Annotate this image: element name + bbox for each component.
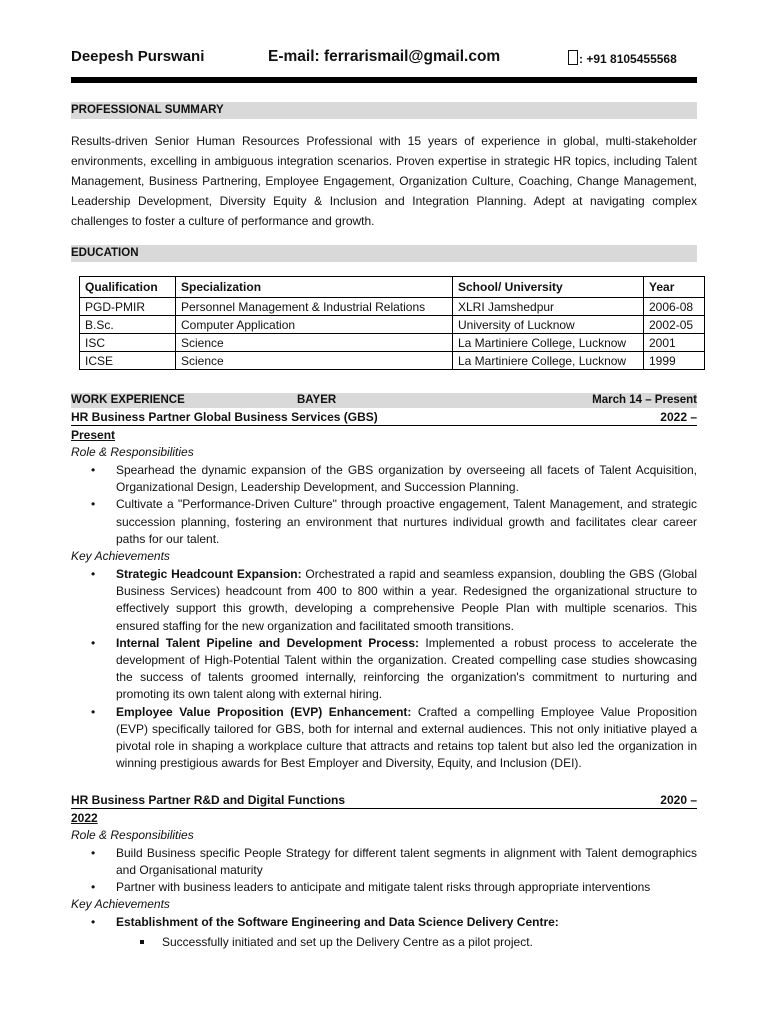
table-cell: XLRI Jamshedpur (453, 298, 644, 316)
header (71, 48, 697, 70)
list-item: • Build Business specific People Strategy for different talent segments in alignment with Talent demographics and Organisational maturity (91, 846, 697, 878)
roles-list (71, 845, 697, 897)
table-cell: Computer Application (176, 316, 453, 334)
achievements-label: Key Achievements (71, 897, 170, 911)
job-year: 2022 – (660, 410, 697, 424)
list-item: • Establishment of the Software Engineering and Data Science Delivery Centre: (91, 915, 559, 929)
table-header: Year (644, 277, 705, 298)
education-table (79, 276, 705, 370)
achievements-label: Key Achievements (71, 549, 170, 563)
job-year-end: Present (71, 428, 116, 442)
table-cell: 2002-05 (644, 316, 705, 334)
list-item: • Spearhead the dynamic expansion of the GBS organization by overseeing all facets of Talent Acquisition, Organizational Design, Leadership Development, and Succession Planning. (91, 463, 697, 495)
roles-list (71, 462, 697, 548)
table-header: Qualification (80, 277, 176, 298)
list-item: • Internal Talent Pipeline and Development Process: Implemented a robust process to accelerate the development of High-Potential Talent within the organization. Created compelling case studies showcasing the success of talents groomed internally, reinforcing the organization's commitment to nurturing and promoting its own talent along with external hiring. (91, 635, 697, 702)
table-cell: Personnel Management & Industrial Relations (176, 298, 453, 316)
roles-label: Role & Responsibilities (71, 828, 194, 842)
table-row (80, 334, 705, 352)
table-header-row (80, 277, 705, 298)
roles-label: Role & Responsibilities (71, 445, 194, 459)
achievements-list (71, 566, 697, 772)
table-cell: University of Lucknow (453, 316, 644, 334)
table-row (80, 298, 705, 316)
section-work-experience (71, 393, 697, 408)
achievements-list (71, 914, 697, 931)
email: E-mail: ferrarismail@gmail.com (268, 48, 501, 65)
table-cell: 2006-08 (644, 298, 705, 316)
table-header: School/ University (453, 277, 644, 298)
summary-text: Results-driven Senior Human Resources Professional with 15 years of experience in global, multi-stakeholder environments, excelling in ambiguous integration scenarios. Proven expertise in strategic HR topics, including Talent Management, Business Partnering, Employee Engagement, Organization Culture, Coaching, Change Management, Leadership Development, Diversity Equity & Inclusion and Integration Planning. Adept at navigating complex challenges to foster a culture of performance and growth. (71, 134, 697, 228)
square-bullet-icon (140, 940, 144, 944)
job-title: HR Business Partner Global Business Services (GBS) (71, 410, 378, 424)
table-cell: ISC (80, 334, 176, 352)
section-education: EDUCATION (71, 245, 697, 262)
job-year-end: 2022 (71, 811, 98, 825)
work-experience-title: WORK EXPERIENCE (71, 394, 185, 406)
job-title-line (71, 793, 697, 809)
table-cell: B.Sc. (80, 316, 176, 334)
list-item: • Partner with business leaders to anticipate and mitigate talent risks through appropriate interventions (91, 880, 651, 895)
table-cell: ICSE (80, 352, 176, 370)
table-cell: La Martiniere College, Lucknow (453, 352, 644, 370)
table-header: Specialization (176, 277, 453, 298)
job-year: 2020 – (660, 793, 697, 807)
list-item: • Cultivate a "Performance-Driven Culture" through proactive engagement, Talent Management, and strategic succession planning, fostering an environment that nurtures individual growth and facilitates clear career paths for our talent. (91, 497, 697, 546)
employment-dates: March 14 – Present (592, 394, 697, 406)
list-item: • Strategic Headcount Expansion: Orchestrated a rapid and seamless expansion, doubling the GBS (Global Business Services) headcount from 400 to 800 within a year. Redesigned the organizational structure to effectively support this growth, developing a comprehensive People Plan with multiple scenarios. This ensured staffing for the new organization and facilitated smooth transitions. (91, 567, 698, 633)
candidate-name: Deepesh Purswani (71, 48, 205, 65)
table-cell: PGD-PMIR (80, 298, 176, 316)
table-cell: 1999 (644, 352, 705, 370)
job-title: HR Business Partner R&D and Digital Functions (71, 793, 346, 807)
header-rule (71, 77, 697, 83)
job-title-line (71, 410, 697, 426)
section-professional-summary: PROFESSIONAL SUMMARY (71, 102, 697, 119)
table-cell: 2001 (644, 334, 705, 352)
table-row (80, 352, 705, 370)
company-name: BAYER (297, 394, 337, 406)
list-item: • Employee Value Proposition (EVP) Enhancement: Crafted a compelling Employee Value Proposition (EVP) specifically tailored for GBS, both for internal and external audiences. This not only initiative played a pivotal role in shaping a workplace culture that attracts and retains top talent but also led the organization in winning prestigious awards for Best Employer and Diversity, Equity, and Inclusion (DEI). (91, 704, 697, 771)
table-cell: Science (176, 352, 453, 370)
table-cell: La Martiniere College, Lucknow (453, 334, 644, 352)
phone (568, 50, 677, 66)
table-cell: Science (176, 334, 453, 352)
phone-number: : +91 8105455568 (579, 52, 677, 66)
table-row (80, 316, 705, 334)
phone-icon (568, 50, 578, 65)
